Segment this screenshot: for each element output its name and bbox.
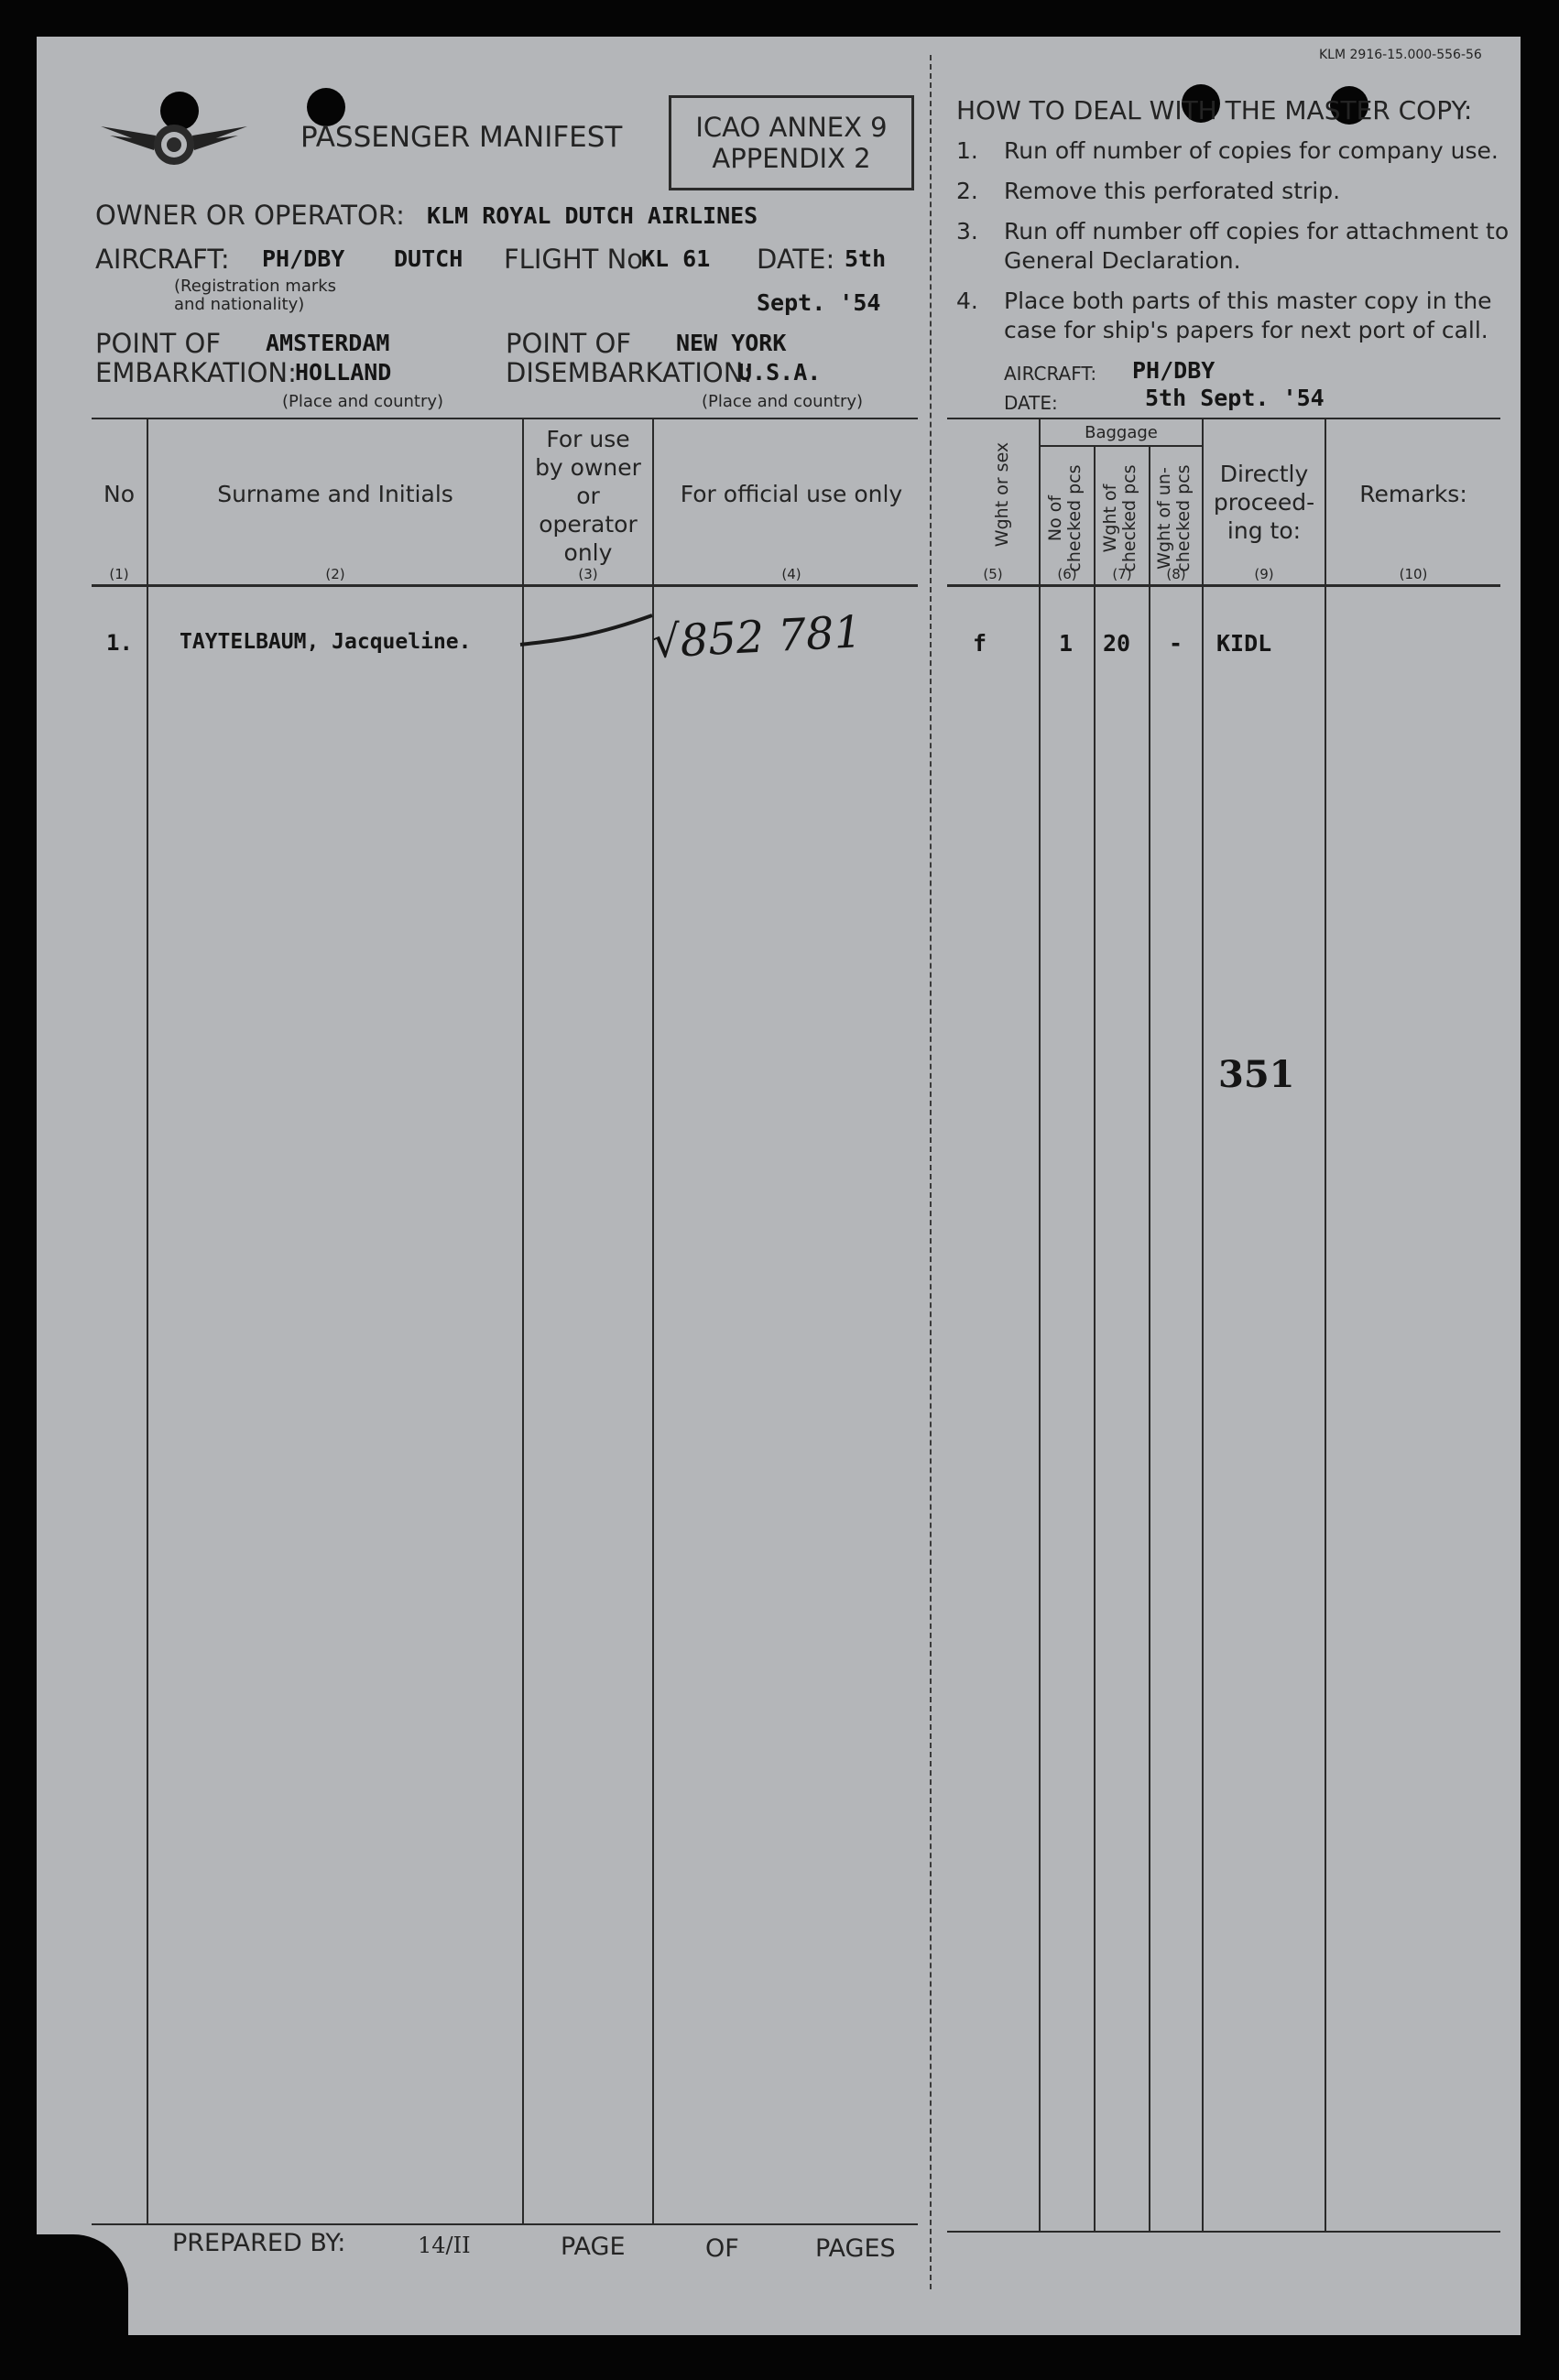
col-line-6 [1149,445,1150,2231]
col-header-baggage: Baggage [1085,423,1158,442]
instructions-title: HOW TO DEAL WITH THE MASTER COPY: [956,95,1473,125]
official-handwritten-number: √852 781 [650,606,864,668]
wght-checked-line2: checked pcs [1119,464,1139,572]
wght-unchecked-line1: Wght of un- [1154,467,1174,570]
col-header-owner-use-5: only [563,539,613,566]
owner-check-mark [513,604,660,659]
instruction-text-4b: case for ship's papers for next port of call. [1004,317,1488,343]
date-value-2: Sept. '54 [757,289,881,316]
footer-rule-left [92,2223,918,2225]
col-header-owner-use-3: or [576,483,600,509]
checked-pcs-line2: checked pcs [1064,464,1085,572]
form-code: KLM 2916-15.000-556-56 [1319,48,1482,62]
column-header-rule-left [92,584,918,587]
klm-logo [101,110,247,174]
checked-pieces: 1 [1059,630,1074,657]
footer-rule-right [947,2231,1500,2233]
instruction-number-1: 1. [956,137,978,164]
col-header-surname: Surname and Initials [217,481,453,507]
date-label: DATE: [757,244,835,275]
col-header-no: No [104,481,135,507]
proceeding-to: KIDL [1216,630,1272,657]
embarkation-city: AMSTERDAM [266,330,390,356]
instruction-text-3b: General Declaration. [1004,247,1241,274]
aircraft-value: PH/DBY [262,245,345,272]
instruction-text-1: Run off number of copies for company use. [1004,137,1499,164]
col-num-4: (4) [781,566,801,582]
aircraft-nationality: DUTCH [394,245,463,272]
col-num-8: (8) [1166,566,1186,582]
instructions-aircraft-value: PH/DBY [1132,357,1216,384]
col-line-7 [1202,418,1204,2231]
embarkation-country: HOLLAND [295,359,392,386]
prepared-by-initials: 14/II [418,2233,471,2258]
row-number: 1. [106,630,133,656]
pages-label: PAGES [815,2234,896,2263]
col-header-remarks: Remarks: [1359,481,1467,507]
col-line-8 [1325,418,1326,2231]
instruction-text-3a: Run off number off copies for attachment to [1004,218,1510,245]
flight-value: KL 61 [641,245,711,272]
disembarkation-city: NEW YORK [676,330,787,356]
col-num-5: (5) [983,566,1003,582]
header-rule-right [947,418,1500,419]
col-line-3 [652,418,654,2225]
embarkation-label-2: EMBARKATION: [95,357,297,388]
checked-weight: 20 [1103,630,1131,657]
col-num-7: (7) [1112,566,1132,582]
passenger-sex: f [973,630,987,657]
aircraft-note-2: and nationality) [174,295,305,314]
instruction-number-3: 3. [956,218,978,245]
annex-line1: ICAO ANNEX 9 [695,112,888,143]
col-header-owner-use-2: by owner [535,454,641,481]
aircraft-note-1: (Registration marks [174,277,337,296]
col-num-2: (2) [325,566,345,582]
embarkation-note: (Place and country) [282,392,444,411]
of-label: OF [705,2234,739,2263]
instructions-aircraft-label: AIRCRAFT: [1004,363,1097,385]
col-header-official: For official use only [680,481,903,507]
instructions-date-value: 5th Sept. '54 [1145,385,1325,411]
col-header-proceeding-1: Directly [1219,461,1309,487]
col-num-9: (9) [1254,566,1274,582]
disembarkation-note: (Place and country) [702,392,864,411]
col-header-owner-use-4: operator [539,511,638,538]
checked-pcs-line1: No of [1045,494,1065,542]
flight-label: FLIGHT No [504,244,644,275]
header-rule-left [92,418,918,419]
page-label: PAGE [561,2233,626,2261]
col-line-1 [147,418,148,2225]
owner-label: OWNER OR OPERATOR: [95,200,405,231]
aircraft-label: AIRCRAFT: [95,244,230,275]
prepared-by-label: PREPARED BY: [172,2229,346,2257]
instruction-number-4: 4. [956,288,978,314]
disembarkation-label-2: DISEMBARKATION: [506,357,753,388]
instruction-text-2: Remove this perforated strip. [1004,178,1341,204]
col-num-1: (1) [109,566,129,582]
col-header-owner-use-1: For use [546,426,630,452]
owner-value: KLM ROYAL DUTCH AIRLINES [427,202,758,229]
annex-line2: APPENDIX 2 [712,143,871,174]
disembarkation-country: U.S.A. [738,359,822,386]
passenger-surname: TAYTELBAUM, Jacqueline. [180,630,472,654]
perforation-line [930,55,932,2289]
col-header-wght-unchecked [1155,463,1195,573]
page-stamp-number: 351 [1218,1053,1295,1096]
wght-unchecked-line2: checked pcs [1173,464,1194,572]
col-header-proceeding-2: proceed- [1213,489,1315,516]
baggage-rule [1039,445,1204,447]
col-header-proceeding-3: ing to: [1226,517,1302,544]
wght-checked-line1: Wght of [1100,484,1120,553]
col-header-wght-checked [1101,463,1141,573]
column-header-rule-right [947,584,1500,587]
col-header-checked-pcs [1046,463,1086,573]
embarkation-label-1: POINT OF [95,328,221,359]
instruction-text-4a: Place both parts of this master copy in the [1004,288,1492,314]
col-header-wght-sex: Wght or sex [992,441,1012,548]
col-num-6: (6) [1057,566,1077,582]
col-num-3: (3) [578,566,598,582]
manifest-title: PASSENGER MANIFEST [300,121,623,154]
col-num-10: (10) [1399,566,1428,582]
unchecked-weight: - [1169,630,1183,657]
instructions-date-label: DATE: [1004,392,1058,414]
disembarkation-label-1: POINT OF [506,328,631,359]
instruction-number-2: 2. [956,178,978,204]
col-line-4 [1039,418,1041,2231]
col-line-2 [522,418,524,2225]
date-value-1: 5th [845,245,887,272]
col-line-5 [1094,445,1096,2231]
